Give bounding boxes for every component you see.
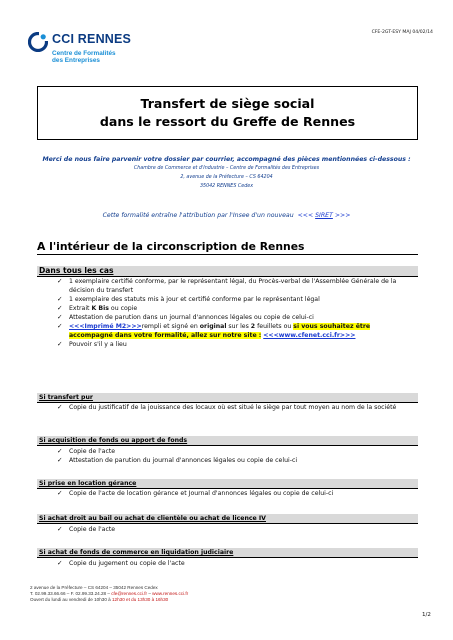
list-item: ✓ <<<Imprimé M2>>>rempli et signé en original sur les 2 feuillets ou si vous souhaitez être accompagné dans votre formalité, allez sur notre site : <<<www.cfenet.cci.fr>>> bbox=[57, 322, 371, 339]
list-item: ✓ 1 exemplaire des statuts mis à jour et certifié conforme par le représentant légal bbox=[57, 295, 320, 303]
section-heading: A l'intérieur de la circonscription de Rennes bbox=[37, 240, 418, 255]
list-item: ✓ Copie du jugement ou copie de l'acte bbox=[57, 559, 185, 567]
document-reference: CFE-2GT-ESY MAJ 04/02/14 bbox=[371, 30, 433, 35]
list-item: ✓ 1 exemplaire certifié conforme, par le représentant légal, du Procès-verbal de l'Assemblée Générale de la décision du transfert bbox=[57, 277, 397, 294]
list-bail bbox=[57, 525, 413, 534]
check-icon: ✓ bbox=[57, 322, 63, 330]
imprime-m2-link[interactable]: <<<Imprimé M2>>> bbox=[69, 323, 142, 330]
list-item: ✓ Copie du justificatif de la jouissance des locaux où est situé le siège par tout moyen au nom de la société bbox=[57, 403, 397, 411]
list-item: ✓ Copie de l'acte bbox=[57, 525, 116, 533]
siret-link[interactable]: SIRET bbox=[315, 212, 333, 219]
list-gerance bbox=[57, 489, 413, 498]
cci-logo bbox=[28, 28, 168, 84]
footer-contact: T. 02.99.33.66.66 – F. 02.99.33.24.28 – cfe@rennes.cci.fr – www.rennes.cci.fr bbox=[30, 591, 189, 597]
group-title-bail: Si achat droit au bail ou achat de clientèle ou achat de licence IV bbox=[37, 514, 418, 524]
check-icon: ✓ bbox=[57, 559, 63, 567]
address-line-3: 35042 RENNES Cedex bbox=[199, 184, 254, 189]
list-item: ✓ Extrait K Bis ou copie bbox=[57, 304, 138, 312]
footer-address: 2 avenue de la Préfecture – CS 64204 – 35042 Rennes Cedex bbox=[30, 585, 158, 590]
cfenet-link[interactable]: <<<www.cfenet.cci.fr>>> bbox=[263, 332, 356, 339]
list-liquidation bbox=[57, 559, 413, 568]
check-icon: ✓ bbox=[57, 525, 63, 533]
highlight-text: si vous souhaitez être accompagné dans votre formalité, allez sur notre site : bbox=[69, 323, 371, 339]
address-line-2: 2, avenue de la Préfecture – CS 64204 bbox=[180, 175, 273, 180]
list-item: ✓ Copie de l'acte bbox=[57, 447, 116, 455]
footer-email-link[interactable]: cfe@rennes.cci.fr bbox=[111, 591, 148, 597]
group-title-all: Dans tous les cas bbox=[37, 266, 418, 277]
list-all bbox=[57, 277, 413, 349]
check-icon: ✓ bbox=[57, 304, 63, 312]
check-icon: ✓ bbox=[57, 313, 63, 321]
document-title bbox=[37, 86, 418, 140]
list-fonds bbox=[57, 447, 413, 465]
list-item: ✓ Attestation de parution du journal d'annonces légales ou copie de celui-ci bbox=[57, 456, 298, 464]
list-item: ✓ Pouvoir s'il y a lieu bbox=[57, 340, 127, 348]
address-line-1: Chambre de Commerce et d'Industrie – Centre de Formalités des Entreprises bbox=[133, 166, 320, 171]
list-item: ✓ Copie de l'acte de location gérance et Journal d'annonces légales ou copie de celui-ci bbox=[57, 489, 334, 497]
logo-name: CCI RENNES bbox=[52, 32, 132, 46]
intro-text: Merci de nous faire parvenir votre dossier par courrier, accompagné des pièces mentionnées ci-dessous : bbox=[42, 156, 411, 163]
check-icon: ✓ bbox=[57, 340, 63, 348]
group-title-liquidation: Si achat de fonds de commerce en liquidation judiciaire bbox=[37, 548, 418, 558]
group-title-fonds: Si acquisition de fonds ou apport de fonds bbox=[37, 436, 418, 446]
logo-subtitle: Centre de Formalités des Entreprises bbox=[52, 50, 116, 65]
list-item: ✓ Attestation de parution dans un journal d'annonces légales ou copie de celui-ci bbox=[57, 313, 314, 321]
group-title-gerance: Si prise en location gérance bbox=[37, 479, 418, 489]
check-icon: ✓ bbox=[57, 277, 63, 285]
check-icon: ✓ bbox=[57, 489, 63, 497]
check-icon: ✓ bbox=[57, 295, 63, 303]
check-icon: ✓ bbox=[57, 403, 63, 411]
title-line-1: Transfert de siège social bbox=[140, 96, 315, 111]
cci-logo-icon bbox=[28, 32, 48, 52]
footer-hours: Ouvert du lundi au vendredi de 10h30 à 12h30 et du 13h30 à 16h30 bbox=[30, 597, 169, 603]
check-icon: ✓ bbox=[57, 456, 63, 464]
page-footer bbox=[30, 585, 188, 604]
page-number: 1/2 bbox=[421, 612, 431, 618]
siret-note: Cette formalité entraîne l'attribution par l'Insee d'un nouveau <<< SIRET >>> bbox=[102, 212, 351, 219]
title-line-2: dans le ressort du Greffe de Rennes bbox=[99, 114, 356, 129]
footer-site-link[interactable]: www.rennes.cci.fr bbox=[152, 591, 189, 597]
group-title-pur: Si transfert pur bbox=[37, 393, 418, 403]
check-icon: ✓ bbox=[57, 447, 63, 455]
list-pur bbox=[57, 403, 413, 412]
